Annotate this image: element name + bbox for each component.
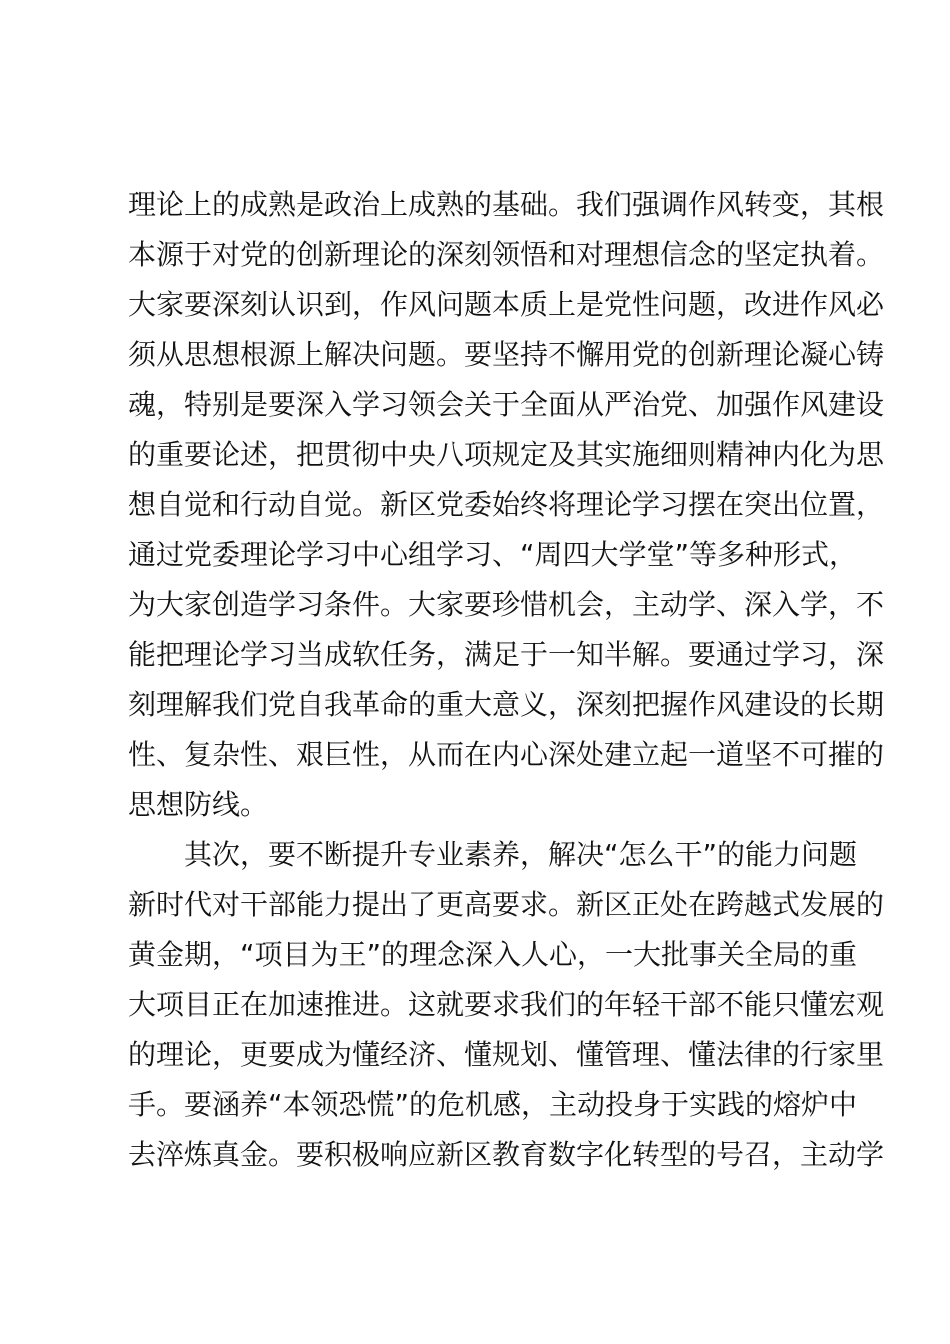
text-line: 刻理解我们党自我革命的重大意义，深刻把握作风建设的长期: [128, 688, 885, 721]
text-line: 想自觉和行动自觉。新区党委始终将理论学习摆在突出位置，: [128, 488, 885, 521]
text-line: 为大家创造学习条件。大家要珍惜机会，主动学、深入学，不: [128, 588, 885, 621]
text-line: 去淬炼真金。要积极响应新区教育数字化转型的号召，主动学: [128, 1138, 885, 1171]
text-line: 大家要深刻认识到，作风问题本质上是党性问题，改进作风必: [128, 288, 885, 321]
text-line: 新时代对干部能力提出了更高要求。新区正处在跨越式发展的: [128, 888, 885, 921]
text-line: 性、复杂性、艰巨性，从而在内心深处建立起一道坚不可摧的: [128, 738, 885, 771]
text-line: 理论上的成熟是政治上成熟的基础。我们强调作风转变，其根: [128, 188, 885, 221]
text-line: 通过党委理论学习中心组学习、“周四大学堂”等多种形式，: [128, 538, 858, 571]
paragraph-1: [128, 180, 885, 830]
paragraph-2: [128, 830, 885, 1180]
text-line: 的理论，更要成为懂经济、懂规划、懂管理、懂法律的行家里: [128, 1038, 885, 1071]
text-line: 其次，要不断提升专业素养，解决“怎么干”的能力问题: [184, 838, 858, 871]
text-line: 大项目正在加速推进。这就要求我们的年轻干部不能只懂宏观: [128, 988, 885, 1021]
text-line: 须从思想根源上解决问题。要坚持不懈用党的创新理论凝心铸: [128, 338, 885, 371]
text-line: 能把理论学习当成软任务，满足于一知半解。要通过学习，深: [128, 638, 885, 671]
document-page: [128, 180, 885, 1180]
text-line: 本源于对党的创新理论的深刻领悟和对理想信念的坚定执着。: [128, 238, 885, 271]
text-line: 黄金期，“项目为王”的理念深入人心，一大批事关全局的重: [128, 938, 858, 971]
text-line: 的重要论述，把贯彻中央八项规定及其实施细则精神内化为思: [128, 438, 885, 471]
text-line: 手。要涵养“本领恐慌”的危机感，主动投身于实践的熔炉中: [128, 1088, 858, 1121]
text-line: 魂，特别是要深入学习领会关于全面从严治党、加强作风建设: [128, 388, 885, 421]
text-line: 思想防线。: [128, 788, 269, 821]
